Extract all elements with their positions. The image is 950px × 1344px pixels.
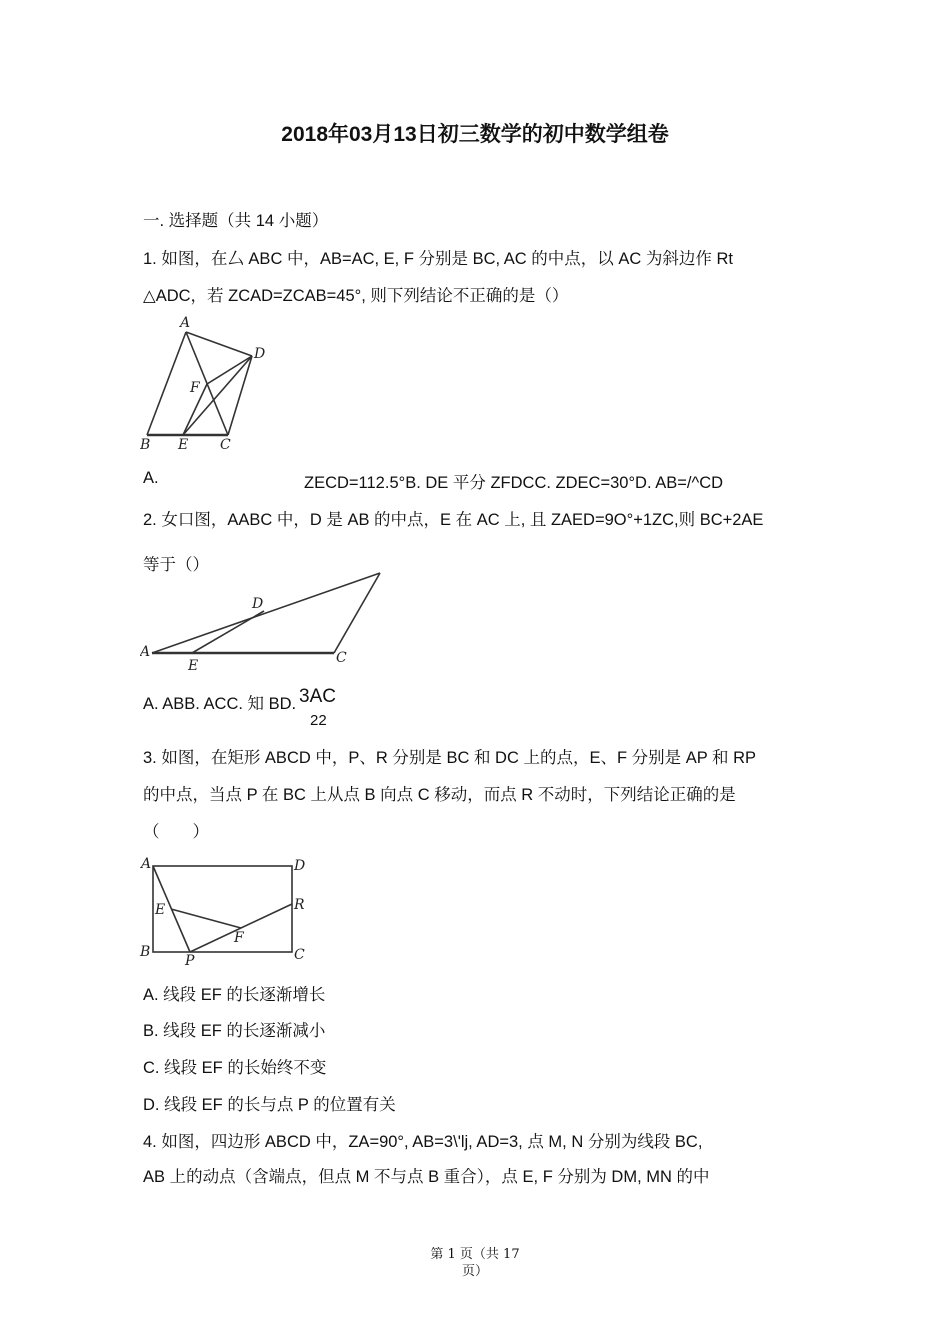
q3-option-c: C. 线段 EF 的长始终不变 bbox=[143, 1059, 327, 1077]
q3-line2: 的中点，当点 P 在 BC 上从点 B 向点 C 移动，而点 R 不动时，下列结论正确的是 bbox=[143, 786, 736, 804]
q2-label-e: E bbox=[188, 658, 199, 674]
q1-label-c: C bbox=[220, 437, 231, 453]
page-title: 2018年03月13日初三数学的初中数学组卷 bbox=[281, 123, 669, 146]
q1-line2: △ADC，若 ZCAD=ZCAB=45°, 则下列结论不正确的是（） bbox=[143, 287, 569, 305]
q3-label-b: B bbox=[140, 944, 151, 960]
q4-line1: 4. 如图，四边形 ABCD 中，ZA=90°, AB=3\'lj, AD=3, 点 M, N 分别为线段 BC, bbox=[143, 1133, 703, 1151]
q1-options: ZECD=112.5°B. DE 平分 ZFDCC. ZDEC=30°D. AB=/^CD bbox=[304, 474, 724, 492]
q2-options: A. ABB. ACC. 知 BD. bbox=[143, 695, 297, 713]
q2-line1: 2. 女口图，AABC 中，D 是 AB 的中点，E 在 AC 上, 且 ZAED=9O°+1ZC,则 BC+2AE bbox=[143, 511, 764, 529]
q1-label-a: A bbox=[180, 315, 191, 331]
q1-label-e: E bbox=[178, 437, 189, 453]
q3-label-r: R bbox=[294, 897, 305, 913]
q3-seg-ef bbox=[171, 909, 241, 928]
q2-options-fraction-top: 3AC bbox=[299, 686, 336, 707]
q2-seg-de bbox=[192, 611, 264, 653]
q1-label-f: F bbox=[190, 380, 200, 396]
q3-figure bbox=[138, 853, 318, 968]
q3-option-d: D. 线段 EF 的长与点 P 的位置有关 bbox=[143, 1096, 396, 1114]
q3-line3: （ ） bbox=[143, 823, 209, 841]
q2-label-a: A bbox=[140, 644, 151, 660]
q3-label-d: D bbox=[294, 858, 306, 874]
q2-line2: 等于（） bbox=[143, 556, 209, 574]
q3-option-b: B. 线段 EF 的长逐渐减小 bbox=[143, 1022, 326, 1040]
q4-line2: AB 上的动点（含端点，但点 M 不与点 B 重合），点 E, F 分别为 DM, MN 的中 bbox=[143, 1168, 710, 1186]
page-footer-line1: 第 1 页（共 17 bbox=[430, 1247, 520, 1262]
q3-label-f: F bbox=[234, 930, 244, 946]
q2-seg-bc bbox=[334, 573, 380, 653]
page-footer-line2: 页） bbox=[461, 1264, 488, 1279]
q2-seg-ab bbox=[152, 573, 380, 653]
q2-label-d: D bbox=[252, 596, 264, 612]
q1-line1: 1. 如图，在厶 ABC 中，AB=AC, E, F 分别是 BC, AC 的中点，以 AC 为斜边作 Rt bbox=[143, 250, 733, 268]
q3-label-p: P bbox=[185, 953, 195, 968]
q1-seg-ab bbox=[147, 332, 186, 435]
q1-label-b: B bbox=[140, 437, 151, 453]
q3-label-e: E bbox=[155, 902, 166, 918]
q3-option-a: A. 线段 EF 的长逐渐增长 bbox=[143, 986, 326, 1004]
q3-label-a: A bbox=[141, 856, 152, 872]
q1-figure bbox=[140, 314, 280, 454]
q1-label-d: D bbox=[254, 346, 266, 362]
q2-options-fraction-bottom: 22 bbox=[310, 712, 327, 729]
q2-figure bbox=[140, 566, 390, 674]
q1-option-a-label: A. bbox=[143, 469, 159, 487]
q3-label-c: C bbox=[294, 947, 305, 963]
q3-line1: 3. 如图，在矩形 ABCD 中，P、R 分别是 BC 和 DC 上的点，E、F 分别是 AP 和 RP bbox=[143, 749, 757, 767]
q1-seg-ad bbox=[186, 332, 252, 356]
section-heading: 一. 选择题（共 14 小题） bbox=[143, 212, 329, 230]
q2-label-c: C bbox=[336, 650, 347, 666]
